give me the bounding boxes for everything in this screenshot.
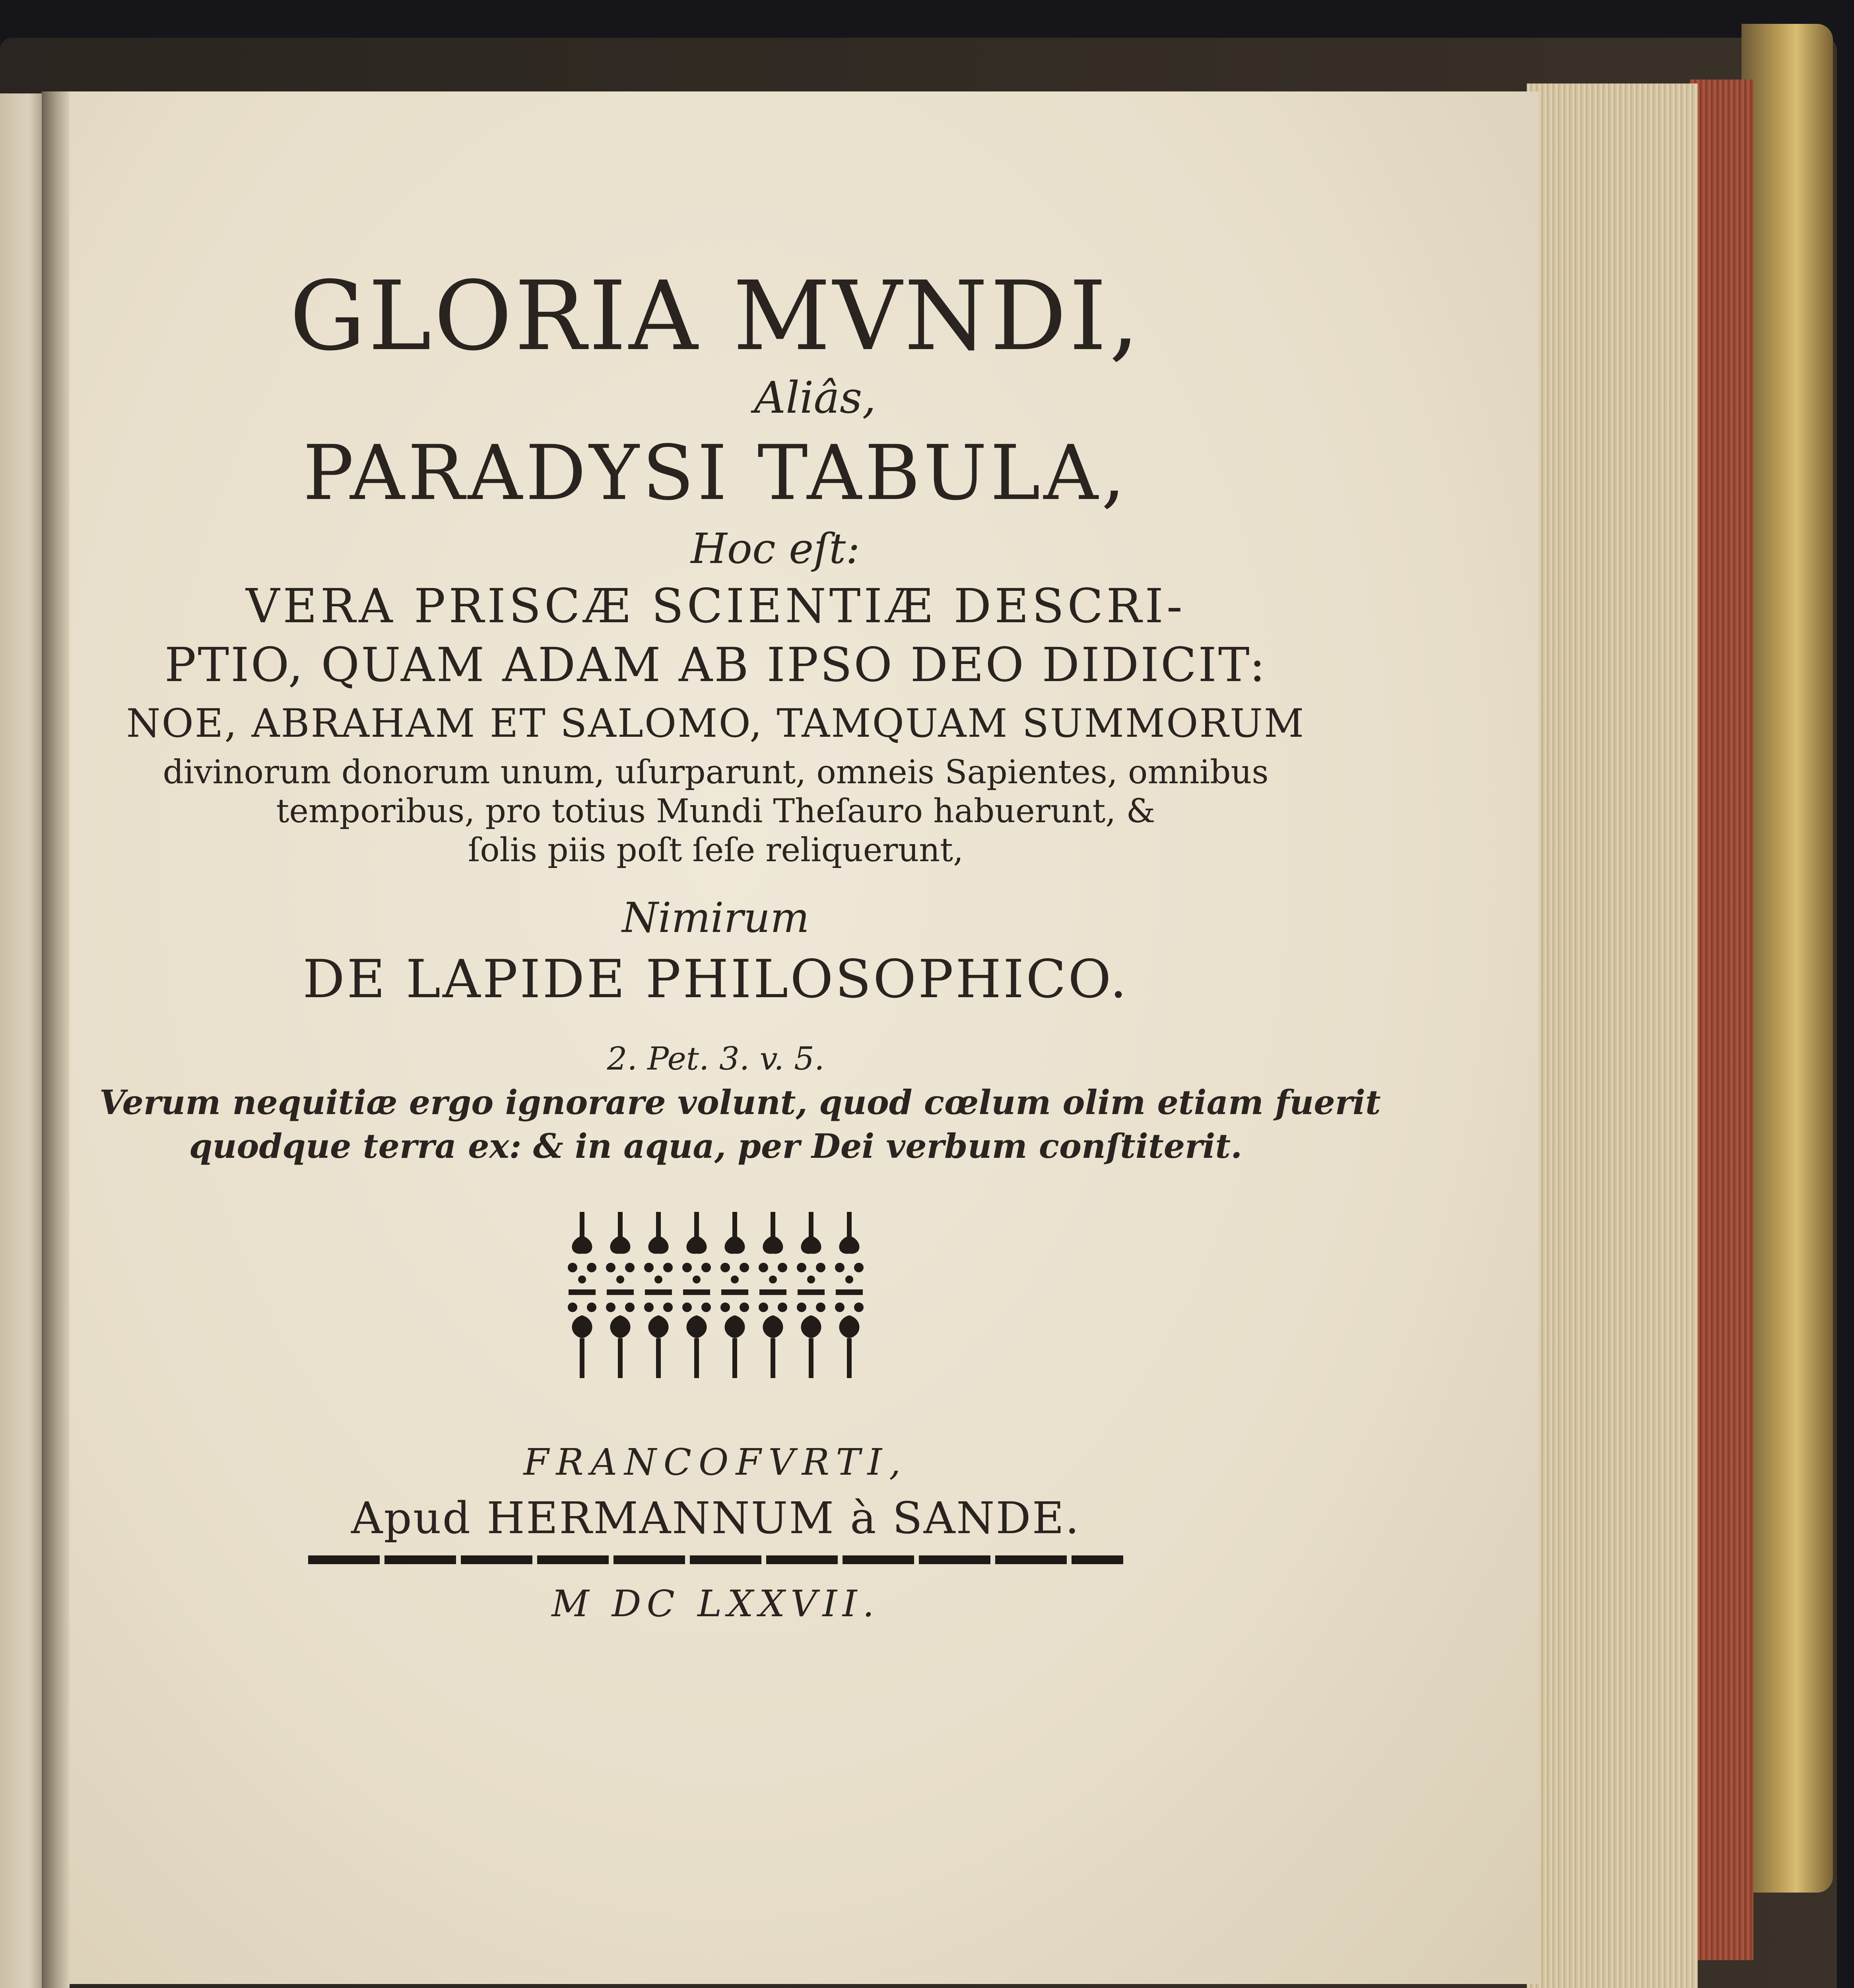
left-page-edge	[0, 93, 48, 1988]
description-line-5: temporibus, pro totius Mundi Theſauro habuerunt, &	[276, 792, 1155, 830]
subtitle: PARADYSI TABULA,	[303, 429, 1129, 517]
description-line-3: NOE, ABRAHAM ET SALOMO, TAMQUAM SUMMORUM	[126, 701, 1305, 746]
scripture-quote-line-2: quodque terra ex: & in aqua, per Dei verbum conſtiterit.	[189, 1126, 1242, 1166]
scripture-quote-line-1: Verum nequitiæ ergo ignorare volunt, quod cœlum olim etiam fuerit	[99, 1083, 1381, 1122]
description-line-4: divinorum donorum unum, uſurparunt, omneis Sapientes, omnibus	[163, 753, 1269, 791]
nimirum-line: Nimirum	[622, 893, 810, 942]
hoc-est-line: Hoc eſt:	[691, 524, 860, 573]
description-line-6: ſolis piis poſt ſeſe reliquerunt,	[468, 831, 964, 869]
place-of-publication: FRANCOFVRTI,	[523, 1441, 908, 1483]
decorative-rule	[308, 1555, 1123, 1564]
description-line-2: PTIO, QUAM ADAM AB IPSO DEO DIDICIT:	[164, 637, 1267, 692]
description-line-1: VERA PRISCÆ SCIENTIÆ DESCRI-	[246, 579, 1186, 633]
book-gutter	[42, 91, 70, 1988]
title-text-block	[99, 260, 1381, 1628]
main-title: GLORIA MVNDI,	[289, 260, 1142, 372]
cover-edge	[1741, 24, 1833, 1893]
publication-year: M DC LXXVII.	[551, 1582, 880, 1625]
publisher-line: Apud HERMANNUM à SANDE.	[351, 1493, 1081, 1543]
red-page-edges	[1690, 80, 1753, 1960]
printers-fleuron-ornament-icon	[565, 1212, 867, 1379]
alias-line: Aliâs,	[754, 372, 876, 423]
lapide-philosophico-heading: DE LAPIDE PHILOSOPHICO.	[303, 949, 1129, 1010]
scripture-reference: 2. Pet. 3. v. 5.	[607, 1040, 825, 1077]
page-stack	[1527, 83, 1698, 1988]
